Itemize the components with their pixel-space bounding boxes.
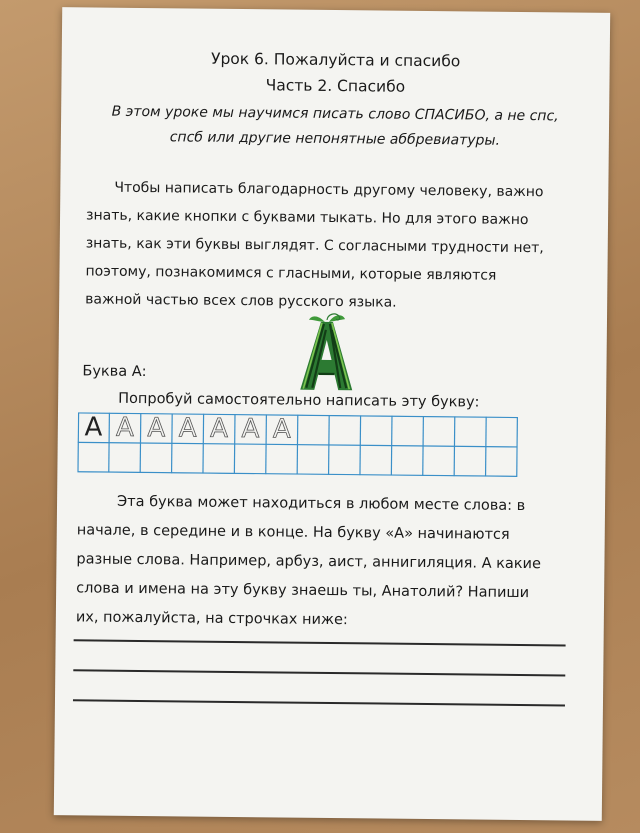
worksheet-page bbox=[54, 7, 610, 821]
paragraph-1-line: знать, какие кнопки с буквами тыкать. Но для этого важно bbox=[85, 207, 529, 229]
lesson-subtitle: Часть 2. Спасибо bbox=[265, 76, 406, 96]
intro-line-1: В этом уроке мы научимся писать слово СПАСИБО, а не спс, bbox=[111, 103, 559, 125]
paragraph-2-line: разные слова. Например, арбуз, аист, аннигиляция. А какие bbox=[76, 551, 542, 573]
answer-line-3[interactable] bbox=[73, 699, 565, 706]
answer-line-2[interactable] bbox=[73, 669, 565, 676]
practice-letter-tracing: А bbox=[272, 414, 291, 445]
practice-letter-tracing: А bbox=[147, 413, 166, 444]
paragraph-1-line: знать, как эти буквы выглядят. С согласными трудности нет, bbox=[85, 235, 544, 257]
letter-label: Буква А: bbox=[82, 363, 147, 381]
paragraph-1-line: Чтобы написать благодарность другому человеку, важно bbox=[114, 179, 544, 201]
paragraph-1-line: поэтому, познакомимся с гласными, которые являются bbox=[85, 263, 497, 284]
paragraph-2-line: начале, в середине и в конце. На букву «А» начинаются bbox=[76, 522, 510, 543]
paragraph-2-line: их, пожалуйста, на строчках ниже: bbox=[75, 609, 348, 629]
paragraph-1-line: важной частью всех слов русского языка. bbox=[85, 291, 397, 311]
practice-letters bbox=[78, 412, 298, 444]
practice-letter-tracing: А bbox=[241, 414, 260, 445]
practice-letter-tracing: А bbox=[210, 413, 229, 444]
intro-line-2: спсб или другие непонятные аббревиатуры. bbox=[169, 129, 501, 149]
answer-line-1[interactable] bbox=[74, 639, 566, 646]
paragraph-2-line: Эта буква может находиться в любом месте слова: в bbox=[116, 493, 526, 515]
paragraph-2-line: слова и имена на эту букву знаешь ты, Анатолий? Напиши bbox=[76, 580, 530, 602]
watermelon-letter-a-illustration bbox=[294, 310, 359, 393]
practice-letter-solid: А bbox=[84, 412, 103, 443]
paragraph-2 bbox=[76, 487, 585, 637]
practice-letter-tracing: А bbox=[178, 413, 197, 444]
lesson-title: Урок 6. Пожалуйста и спасибо bbox=[210, 49, 461, 71]
practice-letter-tracing: А bbox=[115, 412, 134, 443]
try-label: Попробуй самостоятельно написать эту букву: bbox=[118, 390, 480, 411]
paragraph-1 bbox=[85, 173, 586, 318]
